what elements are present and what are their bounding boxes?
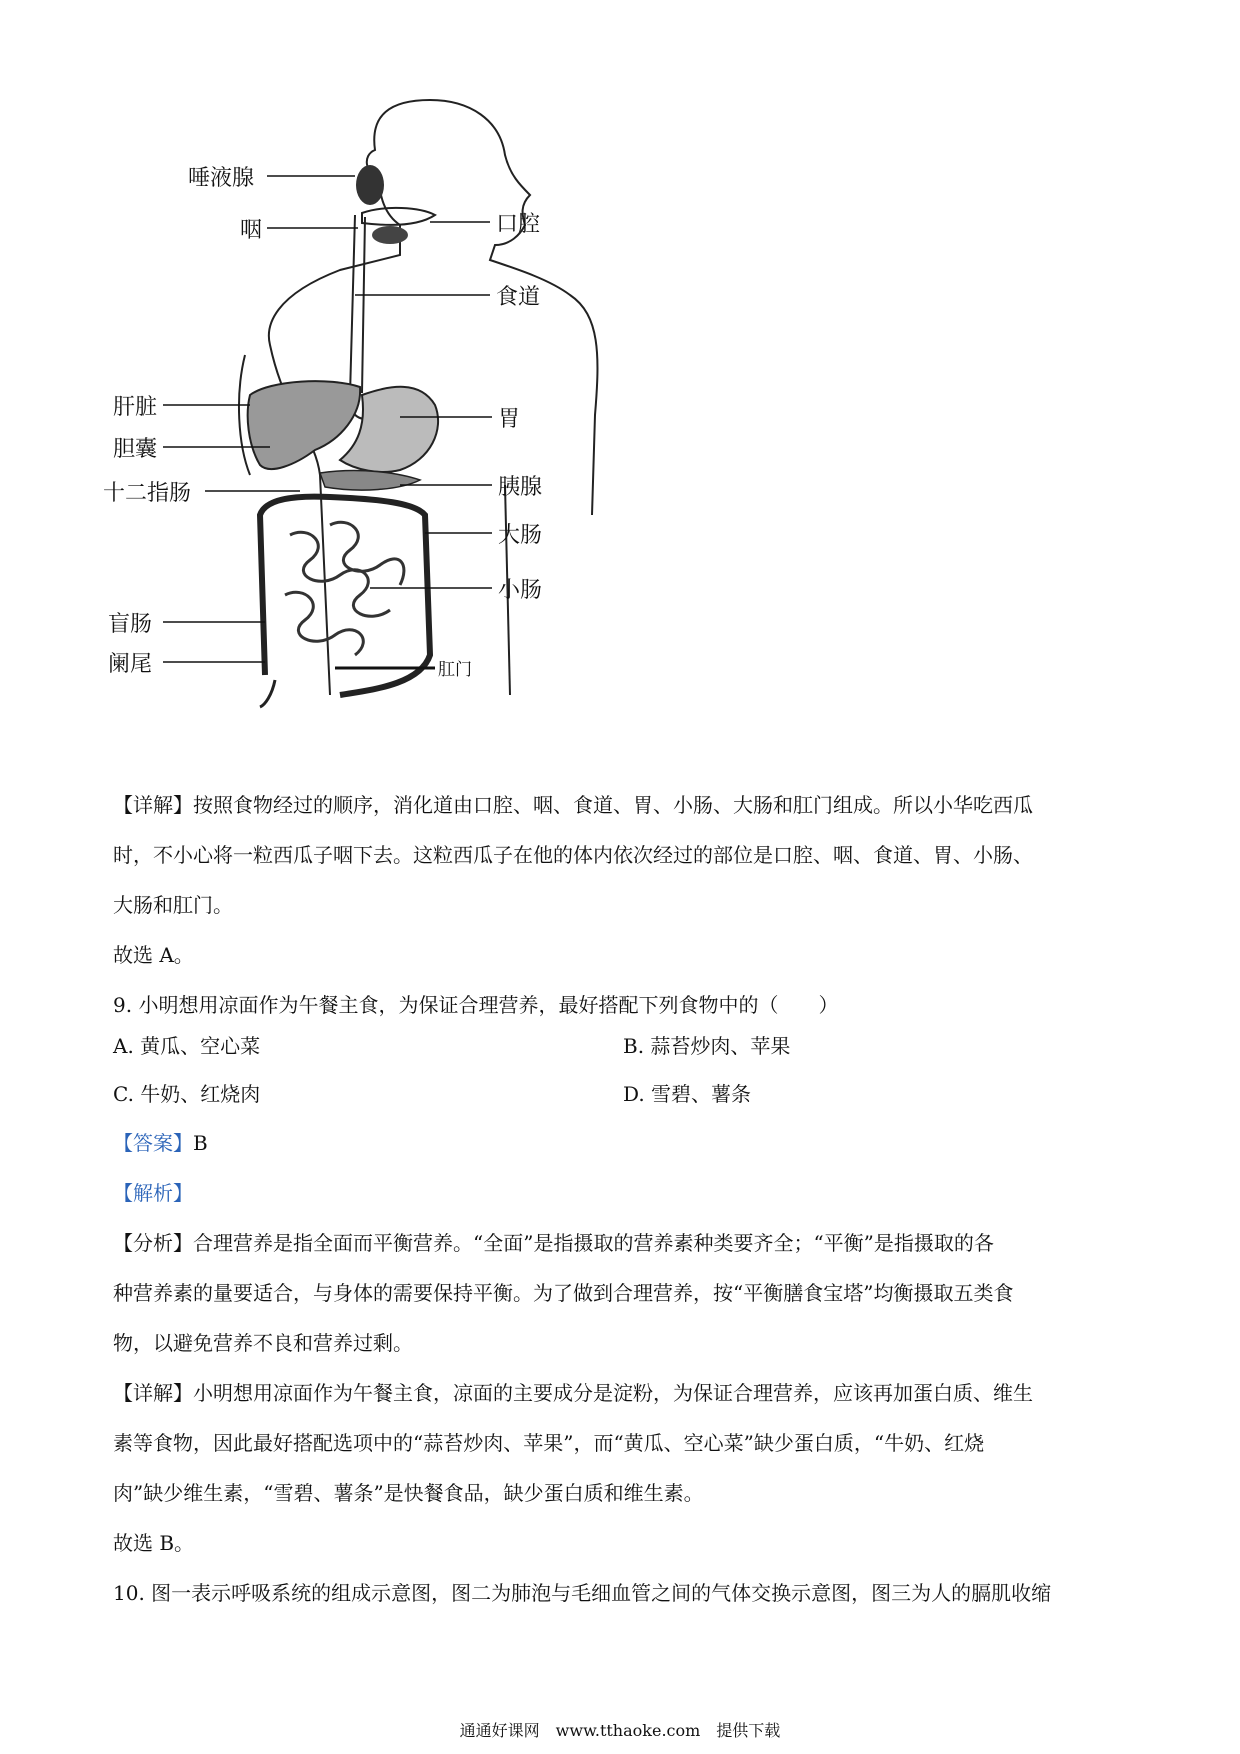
label-pancreas: 胰腺 xyxy=(498,475,543,500)
q9-option-d: D. 雪碧、薯条 xyxy=(623,1082,752,1106)
appendix-shape xyxy=(260,680,275,707)
q9-analysis-line-1: 【分析】合理营养是指全面而平衡营养。“全面”是指摄取的营养素种类要齐全；“平衡”是指摄取的各 xyxy=(113,1231,994,1255)
label-duodenum: 十二指肠 xyxy=(103,481,192,506)
salivary-gland-shape xyxy=(356,165,384,205)
q9-option-b: B. 蒜苔炒肉、苹果 xyxy=(623,1034,791,1058)
q9-analysis-line-2: 种营养素的量要适合，与身体的需要保持平衡。为了做到合理营养，按“平衡膳食宝塔”均衡摄取五类食 xyxy=(113,1281,1014,1305)
label-oral-cavity: 口腔 xyxy=(496,212,541,237)
salivary-gland-lower xyxy=(372,226,408,244)
digestive-system-diagram xyxy=(100,95,660,760)
digestive-system-figure xyxy=(100,95,660,760)
q9-option-c: C. 牛奶、红烧肉 xyxy=(113,1082,261,1106)
page-footer: 通通好课网 www.tthaoke.com 提供下载 xyxy=(459,1721,781,1740)
label-gallbladder: 胆囊 xyxy=(113,437,158,462)
q9-detail-line-3: 肉”缺少维生素，“雪碧、薯条”是快餐食品，缺少蛋白质和维生素。 xyxy=(113,1481,704,1505)
answer-value: B xyxy=(193,1131,208,1155)
q9-analysis-line-3: 物，以避免营养不良和营养过剩。 xyxy=(113,1331,413,1355)
label-large-intestine: 大肠 xyxy=(498,523,543,548)
q9-analysis-tag: 【解析】 xyxy=(113,1181,193,1205)
label-pharynx: 咽 xyxy=(240,218,263,243)
label-anus: 肛门 xyxy=(438,660,472,680)
q9-detail-line-1: 【详解】小明想用凉面作为午餐主食，凉面的主要成分是淀粉，为保证合理营养，应该再加蛋白质、维生 xyxy=(113,1381,1033,1405)
label-salivary-gland: 唾液腺 xyxy=(188,166,255,191)
q9-conclusion: 故选 B。 xyxy=(113,1531,195,1555)
label-liver: 肝脏 xyxy=(113,395,158,420)
label-cecum: 盲肠 xyxy=(108,612,153,637)
q9-detail-line-2: 素等食物，因此最好搭配选项中的“蒜苔炒肉、苹果”，而“黄瓜、空心菜”缺少蛋白质，“牛奶、红烧 xyxy=(113,1431,985,1455)
q9-option-a: A. 黄瓜、空心菜 xyxy=(113,1034,261,1058)
q8-detail-line-2: 时，不小心将一粒西瓜子咽下去。这粒西瓜子在他的体内依次经过的部位是口腔、咽、食道、胃、小肠、 xyxy=(113,843,1033,867)
pancreas-shape xyxy=(320,471,420,491)
label-small-intestine: 小肠 xyxy=(498,578,543,603)
label-esophagus: 食道 xyxy=(496,285,541,310)
q10-stem: 10. 图一表示呼吸系统的组成示意图，图二为肺泡与毛细血管之间的气体交换示意图，图三为人的膈肌收缩 xyxy=(113,1581,1052,1605)
answer-tag: 【答案】 xyxy=(113,1131,193,1155)
q8-conclusion: 故选 A。 xyxy=(113,943,194,967)
oral-cavity-shape xyxy=(362,208,435,225)
q8-detail-line-1: 【详解】按照食物经过的顺序，消化道由口腔、咽、食道、胃、小肠、大肠和肛门组成。所以小华吃西瓜 xyxy=(113,793,1033,817)
q9-stem: 9. 小明想用凉面作为午餐主食，为保证合理营养，最好搭配下列食物中的（ ） xyxy=(113,993,839,1017)
q8-detail-line-3: 大肠和肛门。 xyxy=(113,893,233,917)
q9-solution xyxy=(113,1118,1133,1618)
label-appendix: 阑尾 xyxy=(108,652,153,677)
label-stomach: 胃 xyxy=(498,407,521,432)
q8-detail xyxy=(113,780,1133,1030)
q9-answer xyxy=(113,1118,1133,1168)
